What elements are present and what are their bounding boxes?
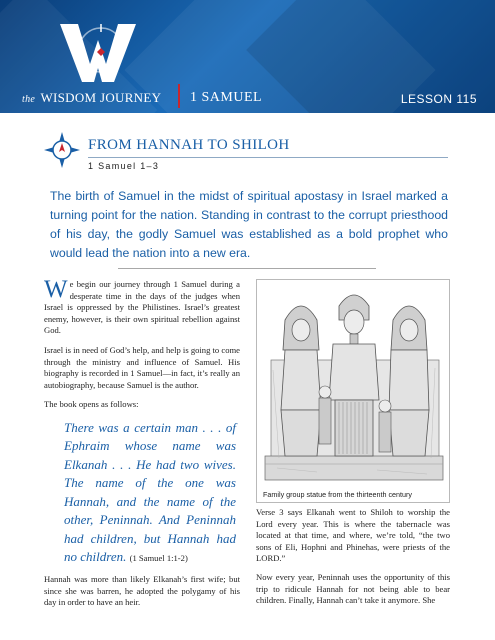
figure-caption: Family group statue from the thirteenth century [257,486,450,502]
intro-paragraph: The birth of Samuel in the midst of spiritual apostasy in Israel marked a turning point for the nation. Standing in contrast to the corrupt priesthood of his day, the godly Samuel was established as a bold prophet who would lead the nation into a new era. [50,189,448,260]
brand-name [22,90,161,106]
paragraph-text: e begin our journey through 1 Samuel during a desperate time in the days of the judges when Israel is oppressed by the Philistines. Israel’s greatest enemy, however, is their own spiritual rebellion against God. [44,279,240,336]
lesson-number: LESSON 115 [400,92,477,106]
body-paragraph [44,276,240,337]
header-divider [178,84,180,108]
wisdom-journey-logo-icon [56,18,140,88]
body-paragraph: Verse 3 says Elkanah went to Shiloh to worship the Lord every year. This is where the tabernacle was located at that time, and where, we’re told, “the two sons of Eli, Hophni and Phinehas, were priests of the LORD.” [256,507,450,564]
quote-text: There was a certain man . . . of Ephraim whose name was Elkanah . . . He had two wives. The name of the one was Hannah, and the name of the other, Peninnah. And Peninnah had children, but Hannah had no children. [64,419,236,565]
quote-reference: (1 Samuel 1:1-2) [129,553,188,564]
header-banner [0,0,495,113]
book-title: 1 SAMUEL [190,90,263,105]
right-column [256,507,450,614]
drop-cap: W [44,276,68,303]
body-paragraph: Israel is in need of God’s help, and help is going to come through the ministry and influence of Samuel. His biography is recorded in 1 Samuel—in fact, it’s really an autobiography, because Samuel is the author. [44,344,240,390]
intro-divider [118,268,376,269]
compass-icon [44,132,80,168]
section-rule [88,157,448,158]
body-paragraph: Now every year, Peninnah uses the opportunity of this trip to ridicule Hannah for not being able to bear children. Finally, Hannah can’t take it anymore. She [256,571,450,606]
body-paragraph: The book opens as follows: [44,399,139,410]
left-column [44,276,240,617]
section-title: FROM HANNAH TO SHILOH [88,137,290,153]
brand-the: the [22,94,36,105]
scripture-reference: 1 Samuel 1–3 [88,161,160,171]
brand-title: WISDOM JOURNEY [40,90,162,105]
statue-figure [256,279,450,503]
scripture-quote [64,419,236,568]
body-paragraph: Hannah was more than likely Elkanah’s first wife; but since she was barren, he adopted the polygamy of his day in order to have an heir. [44,573,240,608]
statue-illustration [257,280,450,488]
